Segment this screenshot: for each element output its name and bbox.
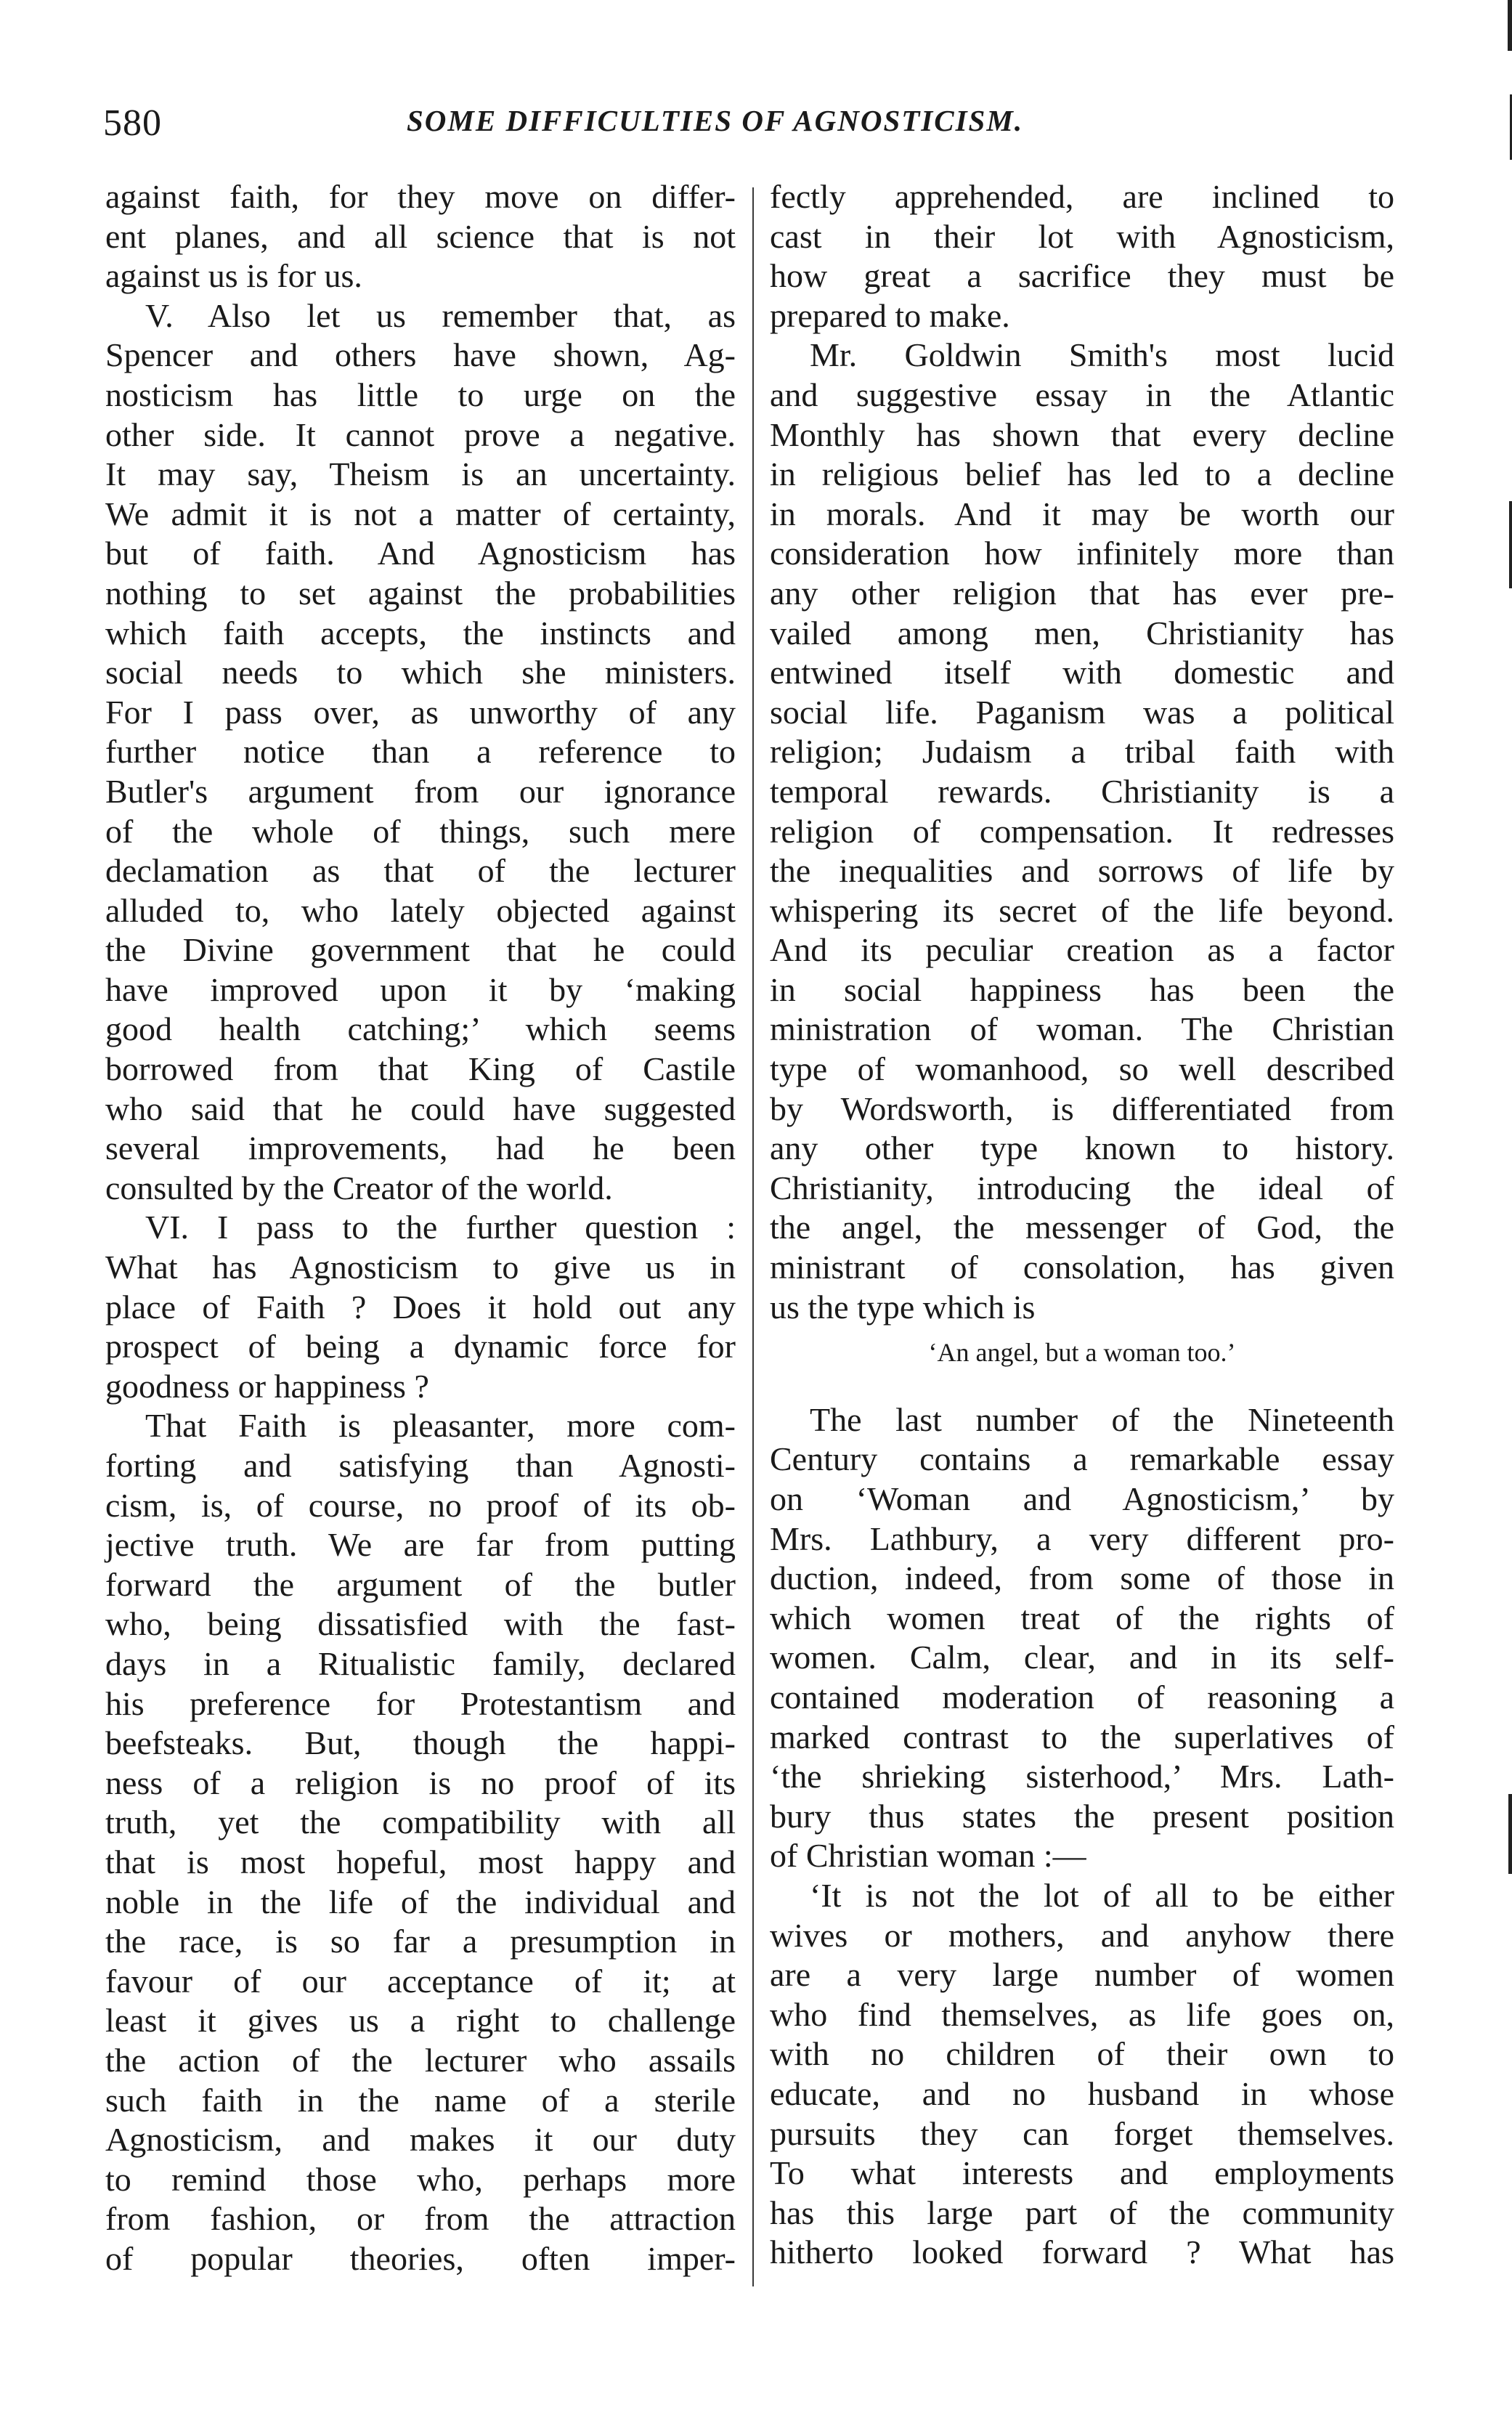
text-line: We admit it is not a matter of certainty,	[105, 495, 736, 532]
text-line: The last number of the Nineteenth	[810, 1400, 1394, 1438]
text-line: pursuits they can forget themselves.	[770, 2114, 1394, 2152]
text-line: from fashion, or from the attraction	[105, 2200, 736, 2238]
text-line: us the type which is	[770, 1288, 1036, 1326]
text-line: Century contains a remarkable essay	[770, 1440, 1394, 1478]
text-line: women. Calm, clear, and in its self-	[770, 1639, 1394, 1676]
text-line: on ‘Woman and Agnosticism,’ by	[770, 1480, 1394, 1517]
page-edge-mark	[1508, 0, 1512, 51]
text-line: and suggestive essay in the Atlantic	[770, 376, 1394, 413]
text-line: such faith in the name of a sterile	[105, 2081, 736, 2119]
text-line: forward the argument of the butler	[105, 1565, 736, 1603]
text-line: of the whole of things, such mere	[105, 812, 736, 850]
quote-line: ‘An angel, but a woman too.’	[928, 1338, 1236, 1368]
text-line: social life. Paganism was a political	[770, 693, 1394, 731]
text-line: which women treat of the rights of	[770, 1599, 1394, 1636]
text-line: Agnosticism, and makes it our duty	[105, 2121, 736, 2159]
page-edge-mark	[1508, 1794, 1512, 1874]
text-line: are a very large number of women	[770, 1956, 1394, 1994]
left-column	[105, 177, 736, 2278]
text-line: with no children of their own to	[770, 2035, 1394, 2073]
text-line: good health catching;’ which seems	[105, 1010, 736, 1048]
text-line: by Wordsworth, is differentiated from	[770, 1089, 1394, 1127]
text-line: declamation as that of the lecturer	[105, 852, 736, 890]
text-line: any other type known to history.	[770, 1129, 1394, 1167]
text-line: the Divine government that he could	[105, 931, 736, 969]
text-line: bury thus states the present position	[770, 1797, 1394, 1835]
text-line: but of faith. And Agnosticism has	[105, 535, 736, 572]
text-line: type of womanhood, so well described	[770, 1050, 1394, 1088]
text-line: fectly apprehended, are inclined to	[770, 178, 1394, 215]
text-line: Spencer and others have shown, Ag-	[105, 336, 736, 374]
text-line: has this large part of the community	[770, 2193, 1394, 2231]
text-line: of popular theories, often imper-	[105, 2239, 736, 2277]
text-line: against us is for us.	[105, 257, 362, 295]
text-line: least it gives us a right to challenge	[105, 2002, 736, 2040]
text-line: the inequalities and sorrows of life by	[770, 852, 1394, 890]
text-line: ent planes, and all science that is not	[105, 217, 736, 255]
text-line: Mrs. Lathbury, a very different pro-	[770, 1519, 1394, 1557]
text-line: hitherto looked forward ? What has	[770, 2233, 1394, 2271]
text-line: For I pass over, as unworthy of any	[105, 693, 736, 731]
text-line: further notice than a reference to	[105, 733, 736, 771]
text-line: wives or mothers, and anyhow there	[770, 1916, 1394, 1954]
text-line: vailed among men, Christianity has	[770, 614, 1394, 652]
text-line: consulted by the Creator of the world.	[105, 1169, 613, 1206]
text-line: in religious belief has led to a decline	[770, 455, 1394, 493]
text-line: ‘the shrieking sisterhood,’ Mrs. Lath-	[770, 1758, 1394, 1795]
text-line: any other religion that has ever pre-	[770, 574, 1394, 612]
text-line: ‘It is not the lot of all to be either	[810, 1876, 1394, 1914]
text-line: forting and satisfying than Agnosti-	[105, 1447, 736, 1484]
text-line: temporal rewards. Christianity is a	[770, 772, 1394, 810]
text-line: nosticism has little to urge on the	[105, 376, 736, 413]
text-line: noble in the life of the individual and	[105, 1883, 736, 1920]
text-line: ness of a religion is no proof of its	[105, 1764, 736, 1801]
text-line: ministrant of consolation, has given	[770, 1249, 1394, 1286]
text-line: V. Also let us remember that, as	[145, 296, 736, 334]
text-line: several improvements, had he been	[105, 1129, 736, 1167]
text-line: days in a Ritualistic family, declared	[105, 1644, 736, 1682]
text-line: favour of our acceptance of it; at	[105, 1962, 736, 2000]
text-line: who find themselves, as life goes on,	[770, 1995, 1394, 2033]
text-line: the angel, the messenger of God, the	[770, 1209, 1394, 1246]
text-line: of Christian woman :—	[770, 1837, 1086, 1875]
text-line: Christianity, introducing the ideal of	[770, 1169, 1394, 1206]
page-number: 580	[103, 102, 162, 144]
text-line: whispering its secret of the life beyond.	[770, 891, 1394, 929]
column-rule	[752, 187, 754, 2286]
text-line: educate, and no husband in whose	[770, 2074, 1394, 2112]
text-line: alluded to, who lately objected against	[105, 891, 736, 929]
text-line: jective truth. We are far from putting	[105, 1526, 736, 1564]
text-line: the action of the lecturer who assails	[105, 2041, 736, 2079]
text-line: social needs to which she ministers.	[105, 654, 736, 691]
text-line: goodness or happiness ?	[105, 1367, 429, 1405]
text-line: borrowed from that King of Castile	[105, 1050, 736, 1088]
text-line: consideration how infinitely more than	[770, 535, 1394, 572]
text-line: his preference for Protestantism and	[105, 1684, 736, 1722]
text-line: against faith, for they move on differ-	[105, 178, 736, 215]
text-line: cism, is, of course, no proof of its ob-	[105, 1486, 736, 1524]
text-line: place of Faith ? Does it hold out any	[105, 1288, 736, 1326]
text-line: other side. It cannot prove a negative.	[105, 415, 736, 453]
text-line: That Faith is pleasanter, more com-	[145, 1407, 736, 1445]
text-line: beefsteaks. But, though the happi-	[105, 1724, 736, 1762]
text-line: prepared to make.	[770, 296, 1010, 334]
text-line: Mr. Goldwin Smith's most lucid	[810, 336, 1394, 374]
text-line: which faith accepts, the instincts and	[105, 614, 736, 652]
text-line: contained moderation of reasoning a	[770, 1678, 1394, 1716]
text-line: Monthly has shown that every decline	[770, 415, 1394, 453]
text-line: prospect of being a dynamic force for	[105, 1328, 736, 1365]
running-head: SOME DIFFICULTIES OF AGNOSTICISM.	[407, 104, 1024, 137]
text-line: cast in their lot with Agnosticism,	[770, 217, 1394, 255]
text-line: religion of compensation. It redresses	[770, 812, 1394, 850]
text-line: that is most hopeful, most happy and	[105, 1843, 736, 1880]
text-line: duction, indeed, from some of those in	[770, 1559, 1394, 1597]
text-line: ministration of woman. The Christian	[770, 1010, 1394, 1048]
text-line: Butler's argument from our ignorance	[105, 772, 736, 810]
text-line: What has Agnosticism to give us in	[105, 1249, 736, 1286]
text-line: in morals. And it may be worth our	[770, 495, 1394, 532]
text-line: To what interests and employments	[770, 2154, 1394, 2192]
right-column	[770, 177, 1394, 2273]
text-line: entwined itself with domestic and	[770, 654, 1394, 691]
text-line: who said that he could have suggested	[105, 1089, 736, 1127]
text-line: And its peculiar creation as a factor	[770, 931, 1394, 969]
text-line: VI. I pass to the further question :	[145, 1209, 736, 1246]
text-line: It may say, Theism is an uncertainty.	[105, 455, 736, 493]
text-line: who, being dissatisfied with the fast-	[105, 1605, 736, 1643]
text-line: nothing to set against the probabilities	[105, 574, 736, 612]
text-line: religion; Judaism a tribal faith with	[770, 733, 1394, 771]
text-line: marked contrast to the superlatives of	[770, 1718, 1394, 1756]
text-line: in social happiness has been the	[770, 970, 1394, 1008]
text-line: to remind those who, perhaps more	[105, 2160, 736, 2198]
text-line: how great a sacrifice they must be	[770, 257, 1394, 295]
text-line: truth, yet the compatibility with all	[105, 1803, 736, 1841]
page-edge-mark	[1509, 501, 1512, 588]
text-line: the race, is so far a presumption in	[105, 1923, 736, 1960]
text-line: have improved upon it by ‘making	[105, 970, 736, 1008]
